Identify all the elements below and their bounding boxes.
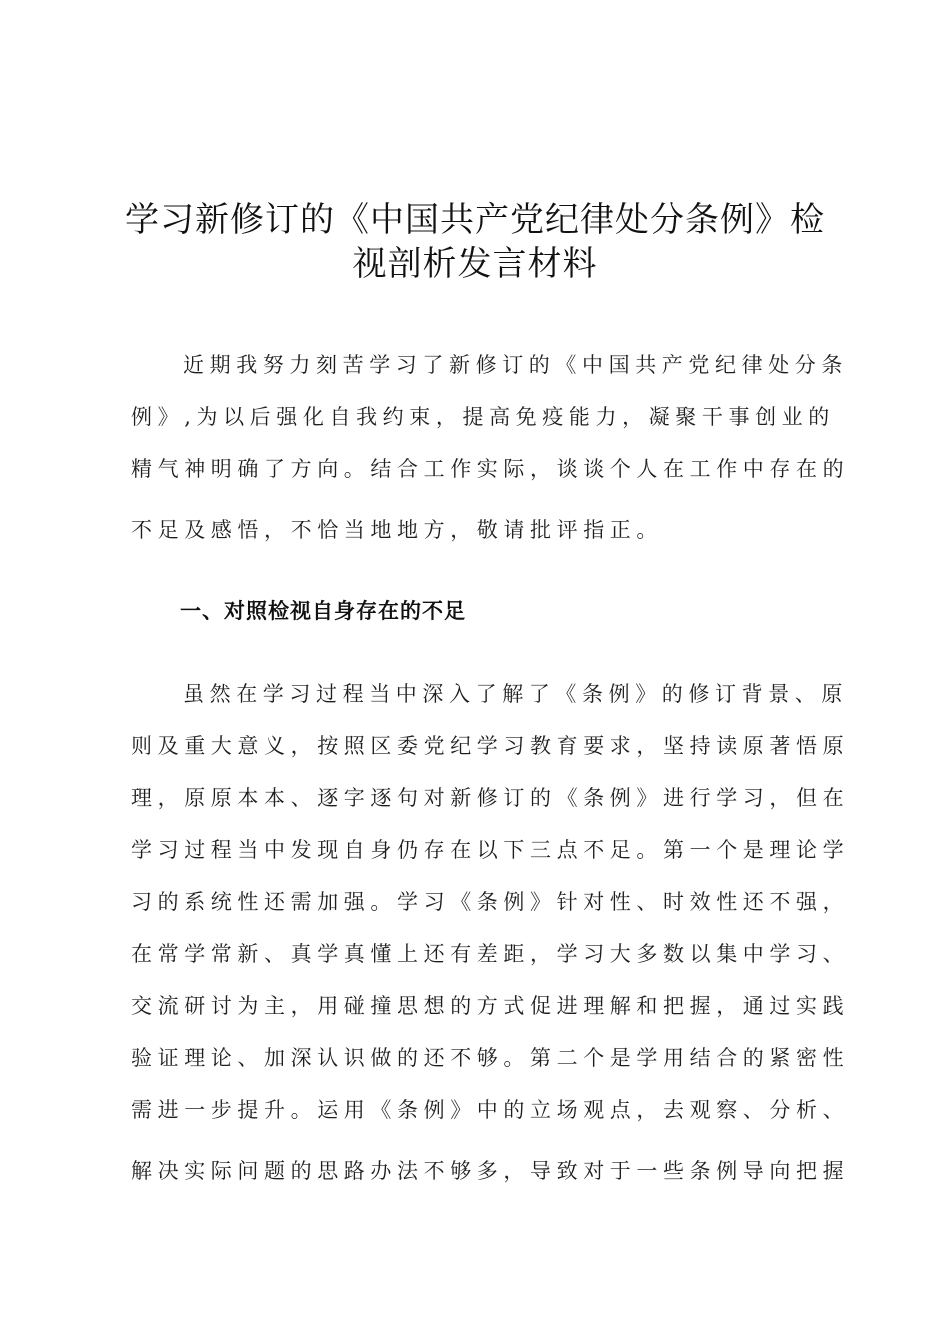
intro-line-1: 近期我努力刻苦学习了新修订的《中国共产党纪律处分条 — [183, 353, 848, 377]
document-title-line-2: 视剖析发言材料 — [352, 244, 598, 284]
intro-line-2: 例》,为以后强化自我约束，提高免疫能力，凝聚干事创业的 — [131, 405, 835, 429]
section-line-5: 习的系统性还需加强。学习《条例》针对性、时效性还不强， — [131, 890, 850, 914]
section-line-4: 学习过程当中发现自身仍存在以下三点不足。第一个是理论学 — [131, 838, 850, 862]
intro-line-4: 不足及感悟，不恰当地地方，敬请批评指正。 — [131, 518, 663, 542]
section-line-1: 虽然在学习过程当中深入了解了《条例》的修订背景、原 — [183, 682, 848, 706]
section-line-9: 需进一步提升。运用《条例》中的立场观点，去观察、分析、 — [131, 1098, 850, 1122]
section-line-2: 则及重大意义，按照区委党纪学习教育要求，坚持读原著悟原 — [131, 734, 850, 758]
section-line-7: 交流研讨为主，用碰撞思想的方式促进理解和把握，通过实践 — [131, 994, 850, 1018]
section-line-8: 验证理论、加深认识做的还不够。第二个是学用结合的紧密性 — [131, 1046, 850, 1070]
section-line-3: 理，原原本本、逐字逐句对新修订的《条例》进行学习，但在 — [131, 786, 850, 810]
document-title-line-1: 学习新修订的《中国共产党纪律处分条例》检 — [125, 200, 825, 240]
section-line-10: 解决实际问题的思路办法不够多，导致对于一些条例导向把握 — [131, 1159, 850, 1183]
section-heading: 一、对照检视自身存在的不足 — [180, 599, 466, 623]
section-line-6: 在常学常新、真学真懂上还有差距，学习大多数以集中学习、 — [131, 942, 850, 966]
intro-line-3: 精气神明确了方向。结合工作实际，谈谈个人在工作中存在的 — [131, 457, 850, 481]
